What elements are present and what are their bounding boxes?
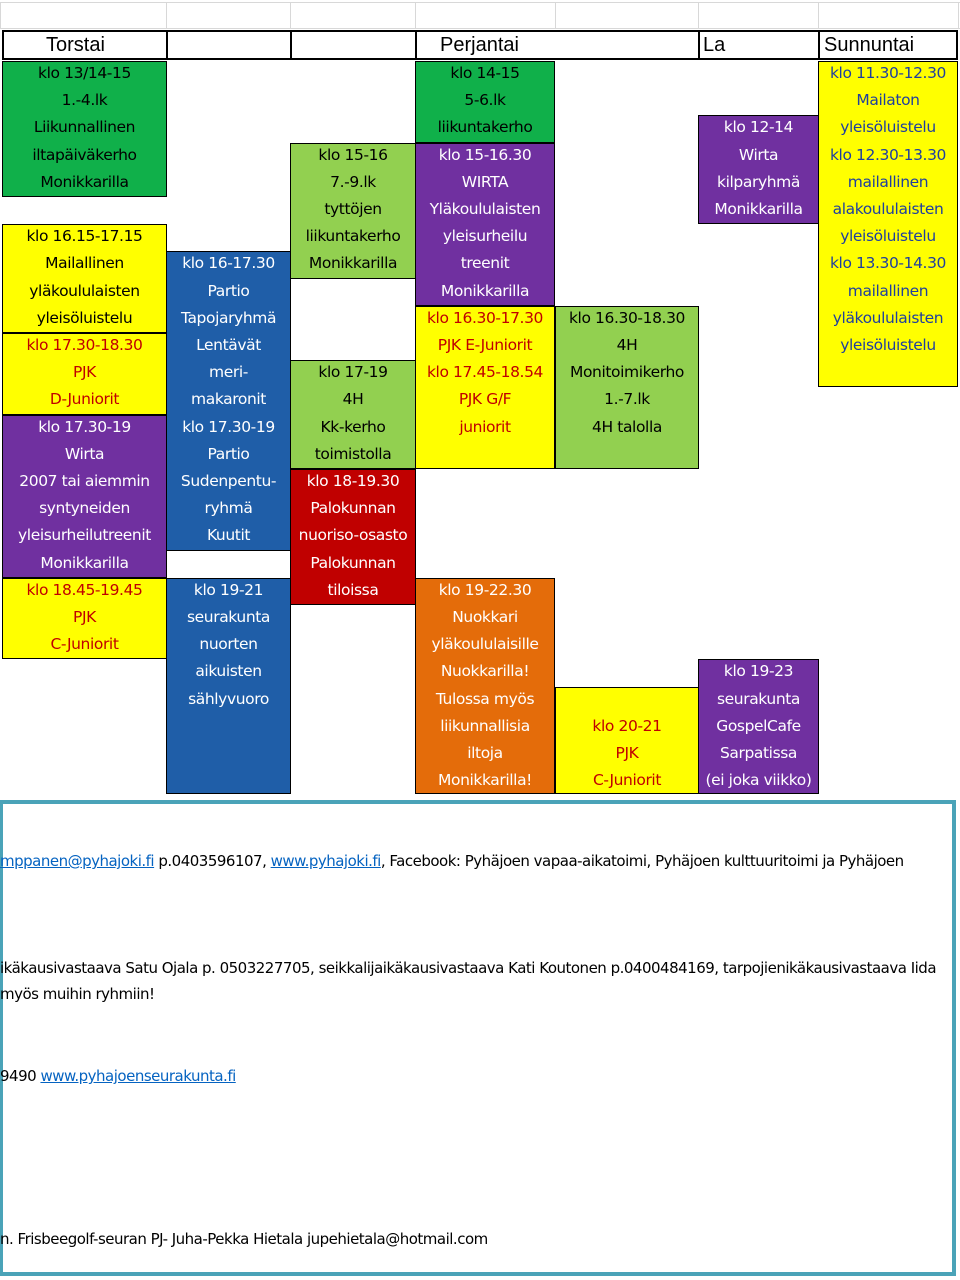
cell-text-line: yleisurheilu [442, 227, 528, 246]
cell-text-line: klo 17.30-19 [38, 417, 131, 436]
cell-text-line: 1.-4.lk [61, 91, 108, 110]
cell-text-line: yleisöluistelu [840, 336, 936, 354]
cell-text-line: iltapäiväkerho [32, 145, 137, 164]
info-text: , Facebook: Pyhäjoen vapaa-aikatoimi, Pyhäjoen kulttuuritoimi ja Pyhäjoen [380, 852, 904, 870]
cell-text-line: Partio [207, 281, 250, 300]
cell-text-line: Sudenpentu- [180, 471, 277, 490]
cell-text-line: klo 13/14-15 [38, 64, 131, 82]
cell-text-line: syntyneiden [39, 499, 130, 518]
info-line-frisbee [0, 1230, 488, 1248]
cell-text-line: Monikkarilla [40, 553, 129, 572]
cell-text-line: seurakunta [716, 689, 801, 708]
header-separator [415, 30, 417, 60]
info-text: ikäkausivastaava Satu Ojala p. 0503227705, seikkalijaikäkausivastaava Kati Koutonen p.0400484169, tarpojienikäkausivastaava Iida [0, 959, 937, 977]
cell-text-line: klo 16.30-17.30 [426, 308, 544, 327]
cell-text-line: WIRTA [461, 172, 509, 191]
cell-text-line: sählyvuoro [188, 689, 269, 708]
cell-text-line: liikunnallisia [440, 716, 530, 735]
cell-text-line: yleisöluistelu [840, 118, 936, 137]
cell-text-line: PJK E-Juniorit [437, 335, 533, 354]
header-separator [290, 30, 292, 60]
schedule-cell-c19 [818, 61, 958, 387]
cell-text-line: treenit [460, 254, 510, 273]
cell-text-line: liikuntakerho [305, 227, 401, 246]
cell-text-line: 4H [616, 335, 638, 354]
cell-text-line: C-Juniorit [592, 771, 662, 790]
info-frame-top [0, 800, 956, 804]
cell-text-line: Kuutit [206, 526, 251, 545]
cell-text-line: Yläkoululaisten [429, 199, 541, 218]
cell-text-line: GospelCafe [716, 716, 801, 735]
cell-text-line: klo 19-22.30 [438, 580, 532, 599]
cell-text-line: yleisöluistelu [36, 308, 133, 327]
schedule-cell-c9 [290, 360, 416, 469]
cell-text-line: klo 20-21 [592, 716, 662, 735]
gridline [698, 2, 699, 29]
cell-text-line: Wirta [738, 145, 779, 164]
schedule-cell-c16 [555, 687, 699, 794]
gridline [290, 2, 291, 29]
cell-text-line: Nuokkarilla! [440, 662, 530, 681]
cell-text-line: (ei joka viikko) [705, 771, 812, 790]
schedule-cell-c6 [166, 251, 291, 550]
gridline [0, 28, 960, 29]
cell-text-line: Partio [207, 444, 250, 463]
info-link[interactable]: mppanen@pyhajoki.fi [0, 852, 155, 870]
cell-text-line: klo 17.30-19 [182, 417, 275, 436]
info-text: p.0403596107, [154, 852, 271, 870]
cell-text-line: klo 19-21 [193, 580, 264, 599]
cell-text-line: mailallinen [847, 172, 929, 191]
cell-text-line: alakoululaisten [832, 200, 944, 218]
header-separator [166, 30, 168, 60]
cell-text-line: PJK [615, 743, 639, 762]
cell-text-line: Wirta [64, 444, 105, 463]
cell-text-line: 2007 tai aiemmin [19, 471, 150, 490]
info-link[interactable]: www.pyhajoenseurakunta.fi [40, 1067, 236, 1085]
cell-text-line: klo 14-15 [450, 64, 520, 82]
cell-text-line: klo 17.45-18.54 [426, 363, 544, 382]
cell-text-line: klo 16.30-18.30 [568, 308, 686, 327]
gridline [555, 2, 556, 29]
cell-text-line: Monikkarilla! [438, 771, 532, 790]
info-line-groups [0, 985, 155, 1003]
cell-text-line: meri- [209, 363, 248, 382]
info-frame-bottom [0, 1272, 956, 1276]
cell-text-line: yleisurheilutreenit [18, 526, 151, 545]
cell-text-line: 7.-9.lk [330, 172, 376, 191]
cell-text-line: Lentävät [196, 335, 261, 354]
schedule-cell-c1 [2, 61, 167, 197]
cell-text-line: 5-6.lk [464, 91, 506, 110]
cell-text-line: aikuisten [195, 662, 262, 681]
cell-text-line: 4H talolla [592, 417, 662, 436]
gridline [0, 2, 960, 3]
gridline [818, 2, 819, 29]
header-perjantai: Perjantai [440, 34, 519, 56]
cell-text-line: klo 12.30-13.30 [829, 145, 947, 164]
info-line-scouts [0, 959, 936, 977]
cell-text-line: PJK [73, 607, 96, 626]
header-separator [698, 30, 700, 60]
cell-text-line: Monikkarilla [308, 254, 398, 273]
info-frame-right [952, 800, 956, 1275]
schedule-cell-c10 [290, 469, 416, 605]
cell-text-line: Palokunnan [310, 553, 396, 572]
cell-text-line: Kk-kerho [320, 417, 386, 436]
cell-text-line: klo 11.30-12.30 [829, 64, 947, 82]
header-sunnuntai: Sunnuntai [824, 34, 915, 56]
info-frame-left [0, 800, 3, 1276]
cell-text-line: klo 19-23 [723, 662, 794, 681]
cell-text-line: klo 17-19 [318, 363, 388, 382]
cell-text-line: mailallinen [847, 281, 929, 300]
cell-text-line: yläkoululaisille [431, 635, 539, 654]
cell-text-line: tiloissa [327, 580, 379, 599]
header-la: La [703, 34, 726, 56]
info-line-contact [0, 852, 904, 870]
cell-text-line: iltoja [467, 743, 503, 762]
cell-text-line: klo 18.45-19.45 [26, 580, 143, 599]
cell-text-line: Palokunnan [310, 499, 396, 518]
schedule-cell-c18 [698, 659, 819, 794]
info-text: myös muihin ryhmiin! [0, 985, 155, 1003]
schedule-cell-c7 [166, 578, 291, 794]
header-torstai: Torstai [46, 34, 105, 56]
cell-text-line: Tapojaryhmä [180, 308, 277, 327]
schedule-cell-c15 [555, 306, 699, 469]
cell-text-line: PJK [73, 363, 96, 382]
schedule-cell-c8 [290, 143, 416, 279]
cell-text-line: seurakunta [186, 607, 271, 626]
cell-text-line: yleisöluistelu [840, 227, 936, 246]
cell-text-line: liikuntakerho [437, 118, 533, 137]
schedule-cell-c2 [2, 224, 167, 333]
cell-text-line: PJK G/F [458, 390, 512, 409]
info-link[interactable]: www.pyhajoki.fi [270, 852, 381, 870]
cell-text-line: 4H [342, 390, 364, 409]
cell-text-line: Monikkarilla [440, 281, 530, 300]
cell-text-line: Tulossa myös [435, 689, 535, 708]
gridline [0, 2, 1, 29]
cell-text-line: klo 16-17.30 [182, 254, 275, 273]
cell-text-line: toimistolla [314, 444, 392, 463]
cell-text-line: yläkoululaisten [832, 308, 944, 327]
cell-text-line: D-Juniorit [49, 390, 120, 409]
cell-text-line: Nuokkari [452, 607, 518, 626]
schedule-cell-c13 [415, 306, 555, 469]
cell-text-line: klo 13.30-14.30 [829, 254, 947, 273]
cell-text-line: 1.-7.lk [604, 390, 650, 409]
cell-text-line: juniorit [459, 417, 511, 436]
schedule-cell-c12 [415, 143, 555, 306]
cell-text-line: C-Juniorit [50, 635, 119, 654]
cell-text-line: Monikkarilla [40, 172, 129, 191]
cell-text-line: klo 15-16.30 [438, 145, 532, 164]
cell-text-line: klo 12-14 [723, 118, 794, 137]
cell-text-line: klo 15-16 [318, 145, 388, 164]
schedule-cell-c3 [2, 333, 167, 415]
cell-text-line: klo 16.15-17.15 [26, 227, 143, 246]
cell-text-line: klo 17.30-18.30 [26, 336, 143, 354]
cell-text-line: Monikkarilla [714, 199, 803, 218]
cell-text-line: makaronit [191, 390, 266, 409]
info-line-parish [0, 1067, 236, 1085]
cell-text-line: klo 18-19.30 [306, 472, 400, 490]
cell-text-line: Liikunnallinen [33, 118, 136, 137]
cell-text-line: Mailallinen [45, 254, 124, 273]
schedule-cell-c14 [415, 578, 555, 794]
info-text: n. Frisbeegolf-seuran PJ- Juha-Pekka Hietala jupehietala@hotmail.com [0, 1230, 488, 1248]
schedule-cell-c17 [698, 115, 819, 224]
cell-text-line: Sarpatissa [719, 743, 798, 762]
cell-text-line: tyttöjen [324, 199, 382, 218]
info-text: 9490 [0, 1067, 41, 1085]
cell-text-line: ryhmä [204, 499, 253, 518]
cell-text-line: nuorten [199, 635, 258, 654]
gridline [415, 2, 416, 29]
cell-text-line: nuoriso-osasto [298, 526, 408, 545]
cell-text-line: kilparyhmä [717, 172, 800, 191]
schedule-cell-c4 [2, 415, 167, 578]
cell-text-line: yläkoululaisten [29, 281, 140, 300]
schedule-cell-c5 [2, 578, 167, 660]
schedule-cell-c11 [415, 61, 555, 143]
gridline [166, 2, 167, 29]
cell-text-line: Mailaton [856, 91, 920, 110]
gridline [958, 2, 959, 29]
cell-text-line: Monitoimikerho [569, 363, 685, 382]
header-separator [818, 30, 820, 60]
